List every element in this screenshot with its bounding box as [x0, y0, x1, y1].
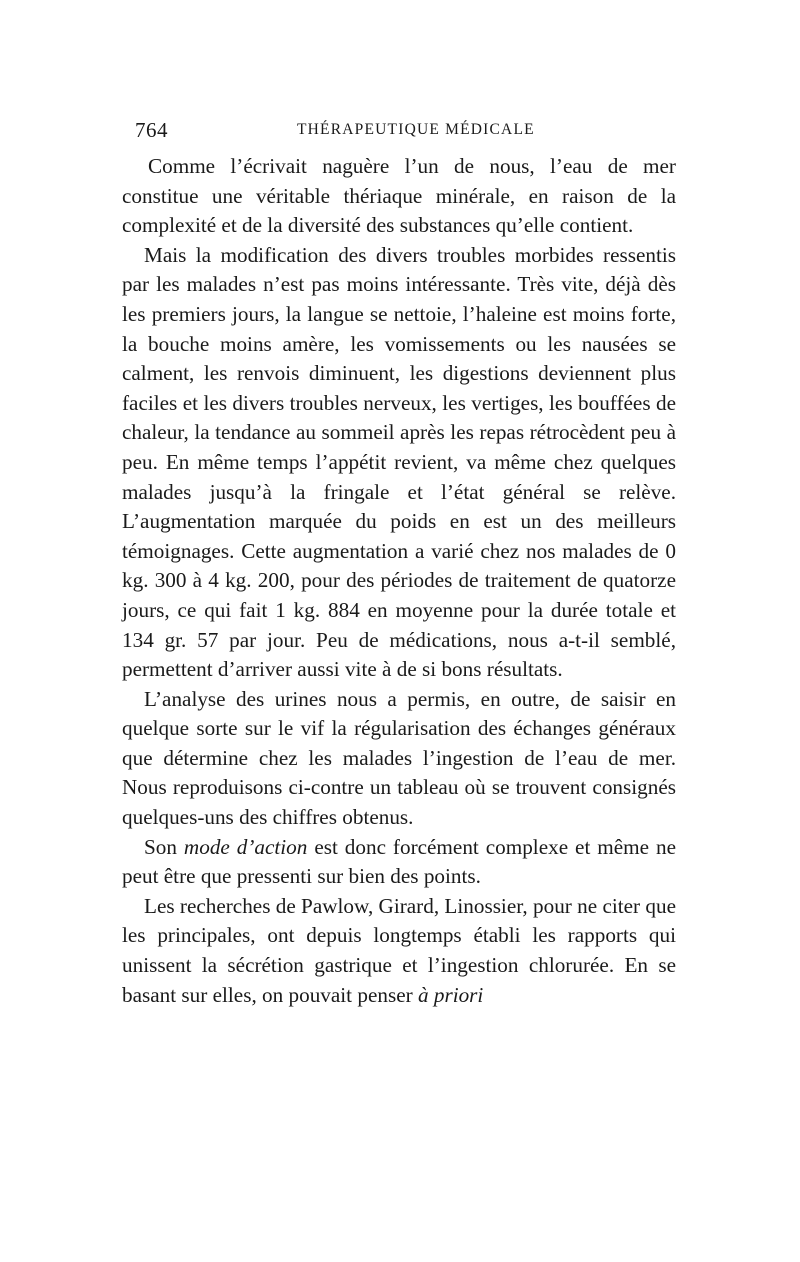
italic-phrase: mode d’action	[183, 834, 308, 859]
running-title: THÉRAPEUTIQUE MÉDICALE	[297, 121, 535, 138]
paragraph-5	[122, 892, 676, 1010]
paragraph-text: Comme l’écrivait naguère l’un de nous, l’eau de mer constitue une véritable thériaque minérale, en raison de la complexité et de la diversité des substances qu’elle contient.	[122, 154, 676, 238]
paragraph-4	[122, 833, 676, 892]
running-head	[135, 118, 675, 146]
paragraph-text: Son	[144, 834, 184, 859]
body-text	[122, 152, 676, 1010]
paragraph-2	[122, 241, 676, 685]
paragraph-1	[122, 152, 676, 241]
italic-phrase: à priori	[417, 982, 484, 1007]
paragraph-text: est donc forcément complexe et même ne peut être que pressenti sur bien des points.	[122, 834, 676, 889]
paragraph-text: L’analyse des urines nous a permis, en outre, de saisir en quelque sorte sur le vif la régularisation des échanges généraux que détermine chez les malades l’ingestion de l’eau de mer. Nous reproduisons ci-contre un tableau où se trouvent consignés quelques-uns des chiffres obtenus.	[122, 686, 676, 830]
paragraph-text: Mais la modification des divers troubles morbides ressentis par les malades n’est pas moins intéressante. Très vite, déjà dès les premiers jours, la langue se nettoie, l’haleine est moins forte, la bouche moins amère, les vomissements ou les nausées se calment, les renvois diminuent, les digestions deviennent plus faciles et les divers troubles nerveux, les vertiges, les bouffées de chaleur, la tendance au sommeil après les repas rétrocèdent peu à peu. En même temps l’appétit revient, va même chez quelques malades jusqu’à la fringale et l’état général se relève. L’augmentation marquée du poids en est un des meilleurs témoignages. Cette augmentation a varié chez nos malades de 0 kg. 300 à 4 kg. 200, pour des périodes de traitement de quatorze jours, ce qui fait 1 kg. 884 en moyenne pour la durée totale et 134 gr. 57 par jour. Peu de médications, nous a-t-il semblé, permettent d’arriver aussi vite à de si bons résultats.	[122, 242, 676, 682]
paragraph-text: Les recherches de Pawlow, Girard, Linossier, pour ne citer que les principales, ont depuis longtemps établi les rapports qui unissent la sécrétion gastrique et l’ingestion chlorurée. En se basant sur elles, on pouvait penser	[122, 893, 676, 1007]
paragraph-3	[122, 685, 676, 833]
page-number: 764	[135, 118, 168, 142]
